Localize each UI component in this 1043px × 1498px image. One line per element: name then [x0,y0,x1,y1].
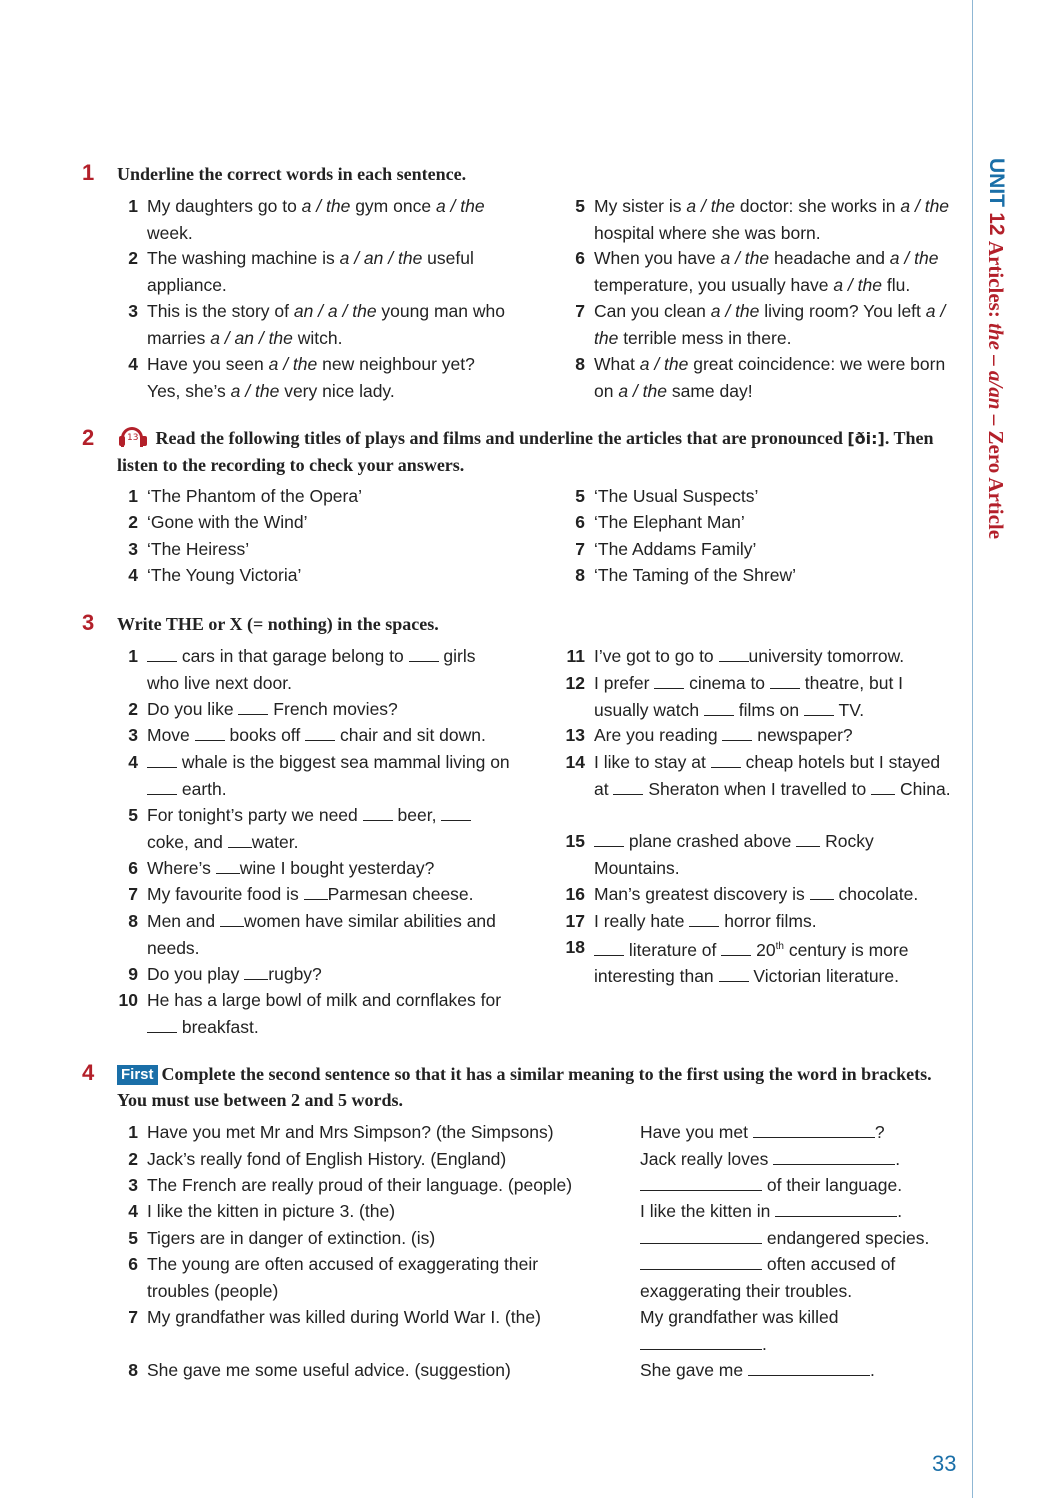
list-item: 5 My sister is a / the doctor: she works in a / the hospital where she was born. [557,193,957,246]
answer-blank[interactable] [654,670,684,689]
unit-word: UNIT [985,158,1008,207]
unit-title-suffix: Zero Article [984,430,1008,540]
answer-blank[interactable] [147,643,177,662]
unit-title-the: the [984,323,1008,350]
answer-line: of their language. [640,1172,902,1199]
list-item: 2 The washing machine is a / an / the useful appliance. [110,245,510,298]
page-number: 33 [932,1451,957,1476]
answer-line: Have you met ? [640,1119,885,1146]
unit-title-aan: a/an [984,370,1008,410]
answer-line: exaggerating their troubles. [640,1281,853,1301]
answer-blank[interactable] [796,828,820,847]
exercise-number: 2 [82,425,95,450]
list-item: 16 Man’s greatest discovery is chocolate. [557,881,957,908]
answer-blank[interactable] [613,776,643,795]
list-item: 8 ‘The Taming of the Shrew’ [575,565,797,585]
answer-blank[interactable] [722,722,752,741]
answer-blank[interactable] [719,643,749,662]
answer-blank[interactable] [594,937,624,956]
list-item: 7 My favourite food is Parmesan cheese. [110,881,510,908]
answer-blank[interactable] [220,908,244,927]
list-item: 17 I really hate horror films. [557,908,957,935]
answer-blank[interactable] [773,1146,895,1165]
answer-blank[interactable] [640,1331,762,1350]
list-item: 9 Do you play rugby? [110,961,510,988]
list-item: 1 cars in that garage belong to girls who live next door. [110,643,510,696]
phonetic-symbol: [ði:] [847,429,885,448]
answer-line: She gave me . [640,1357,875,1384]
list-item: 5 ‘The Usual Suspects’ [575,486,759,506]
list-item: 6 ‘The Elephant Man’ [575,512,745,532]
answer-blank[interactable] [640,1225,762,1244]
list-item: 5 Tigers are in danger of extinction. (is) [128,1228,436,1248]
answer-line: My grandfather was killed [640,1307,839,1327]
list-item: 4 ‘The Young Victoria’ [128,565,302,585]
answer-blank[interactable] [195,722,225,741]
answer-blank[interactable] [753,1119,875,1138]
answer-blank[interactable] [147,749,177,768]
sidebar-divider [972,0,973,1498]
list-item: 3 Move books off chair and sit down. [110,722,520,749]
list-item: 6 When you have a / the headache and a / the temperature, you usually have a / the flu. [557,245,957,298]
title-dash: – [984,414,1008,426]
list-item: 5 For tonight’s party we need beer, coke, and water. [110,802,510,855]
answer-blank[interactable] [711,749,741,768]
list-item: 10 He has a large bowl of milk and cornflakes for breakfast. [118,990,502,1037]
list-item: 2 Do you like French movies? [110,696,510,723]
list-item: 3 ‘The Heiress’ [128,539,250,559]
list-item: 3 This is the story of an / a / the young man who marries a / an / the witch. [110,298,510,351]
list-item: 3 The French are really proud of their language. (people) [128,1175,573,1195]
item-number: 2 [128,248,138,268]
answer-blank[interactable] [304,881,328,900]
answer-blank[interactable] [748,1357,870,1376]
answer-blank[interactable] [775,1198,897,1217]
answer-blank[interactable] [244,961,268,980]
item-number: 8 [575,354,585,374]
answer-blank[interactable] [640,1251,762,1270]
answer-blank[interactable] [441,802,471,821]
title-dash: – [984,355,1008,366]
exercise-instruction: 13 Read the following titles of plays and films and underline the articles that are pronounced [ði:]. Then listen to the recording to check your answers. [117,425,947,478]
unit-number: 12 [985,212,1008,236]
list-item: 1 Have you met Mr and Mrs Simpson? (the Simpsons) [128,1122,554,1142]
exercise-instruction: First Complete the second sentence so that it has a similar meaning to the first using the word in brackets. You must use between 2 and 5 words. [117,1064,932,1110]
answer-blank[interactable] [363,802,393,821]
list-item: 6 The young are often accused of exaggerating their troubles (people) [128,1254,539,1301]
exercise-instruction: Write THE or X (= nothing) in the spaces. [117,614,439,634]
item-number: 7 [575,301,585,321]
unit-title-prefix: Articles: [984,240,1008,318]
list-item: 1 ‘The Phantom of the Opera’ [128,486,362,506]
list-item: 8 What a / the great coincidence: we were born on a / the same day! [557,351,957,404]
answer-line: often accused of [640,1251,895,1278]
answer-blank[interactable] [689,908,719,927]
item-number: 1 [128,196,138,216]
list-item: 18 literature of 20th century is more interesting than Victorian literature. [565,937,909,987]
list-item: 8 She gave me some useful advice. (suggestion) [128,1360,511,1380]
list-item: 1 My daughters go to a / the gym once a / the week. [110,193,510,246]
exercise-number: 3 [82,610,95,635]
list-item: 14 I like to stay at cheap hotels but I stayed at Sheraton when I travelled to China. [557,749,957,802]
list-item: 4 I like the kitten in picture 3. (the) [128,1201,396,1221]
headphones-icon[interactable] [117,425,151,447]
exercise-number: 1 [82,160,95,185]
answer-blank[interactable] [147,1014,177,1033]
list-item: 7 My grandfather was killed during World War I. (the) [128,1307,541,1327]
answer-blank[interactable] [228,829,252,848]
answer-blank[interactable] [810,881,834,900]
item-number: 6 [575,248,585,268]
item-number: 4 [128,354,138,374]
answer-blank[interactable] [704,697,734,716]
list-item: 7 ‘The Addams Family’ [575,539,757,559]
answer-line: . [640,1331,767,1358]
answer-blank[interactable] [721,937,751,956]
list-item: 12 I prefer cinema to theatre, but I usually watch films on TV. [557,670,957,723]
answer-blank[interactable] [216,855,240,874]
unit-title [983,158,1008,539]
list-item: 4 Have you seen a / the new neighbour yet? Yes, she’s a / the very nice lady. [110,351,510,404]
track-number: 13 [127,433,139,443]
exercise-instruction: Underline the correct words in each sentence. [117,164,467,184]
list-item: 2 ‘Gone with the Wind’ [128,512,308,532]
answer-blank[interactable] [770,670,800,689]
answer-line: I like the kitten in . [640,1198,902,1225]
answer-line: endangered species. [640,1225,929,1252]
answer-blank[interactable] [804,697,834,716]
item-number: 3 [128,301,138,321]
answer-blank[interactable] [409,643,439,662]
list-item: 7 Can you clean a / the living room? You left a / the terrible mess in there. [557,298,957,351]
answer-line: Jack really loves . [640,1146,900,1173]
list-item: 11 I’ve got to go to university tomorrow. [557,643,957,670]
item-number: 5 [575,196,585,216]
exercise-number: 4 [82,1060,95,1085]
list-item: 8 Men and women have similar abilities and needs. [110,908,510,961]
answer-blank[interactable] [147,776,177,795]
answer-blank[interactable] [238,696,268,715]
answer-blank[interactable] [594,828,624,847]
list-item: 2 Jack’s really fond of English History. (England) [128,1149,507,1169]
list-item: 13 Are you reading newspaper? [557,722,957,749]
list-item: 15 plane crashed above Rocky Mountains. [557,828,957,881]
first-certificate-badge: First [117,1065,158,1085]
answer-blank[interactable] [305,722,335,741]
list-item: 4 whale is the biggest sea mammal living on earth. [110,749,510,802]
answer-blank[interactable] [719,963,749,982]
list-item: 6 Where’s wine I bought yesterday? [110,855,510,882]
answer-blank[interactable] [640,1172,762,1191]
answer-blank[interactable] [871,776,895,795]
